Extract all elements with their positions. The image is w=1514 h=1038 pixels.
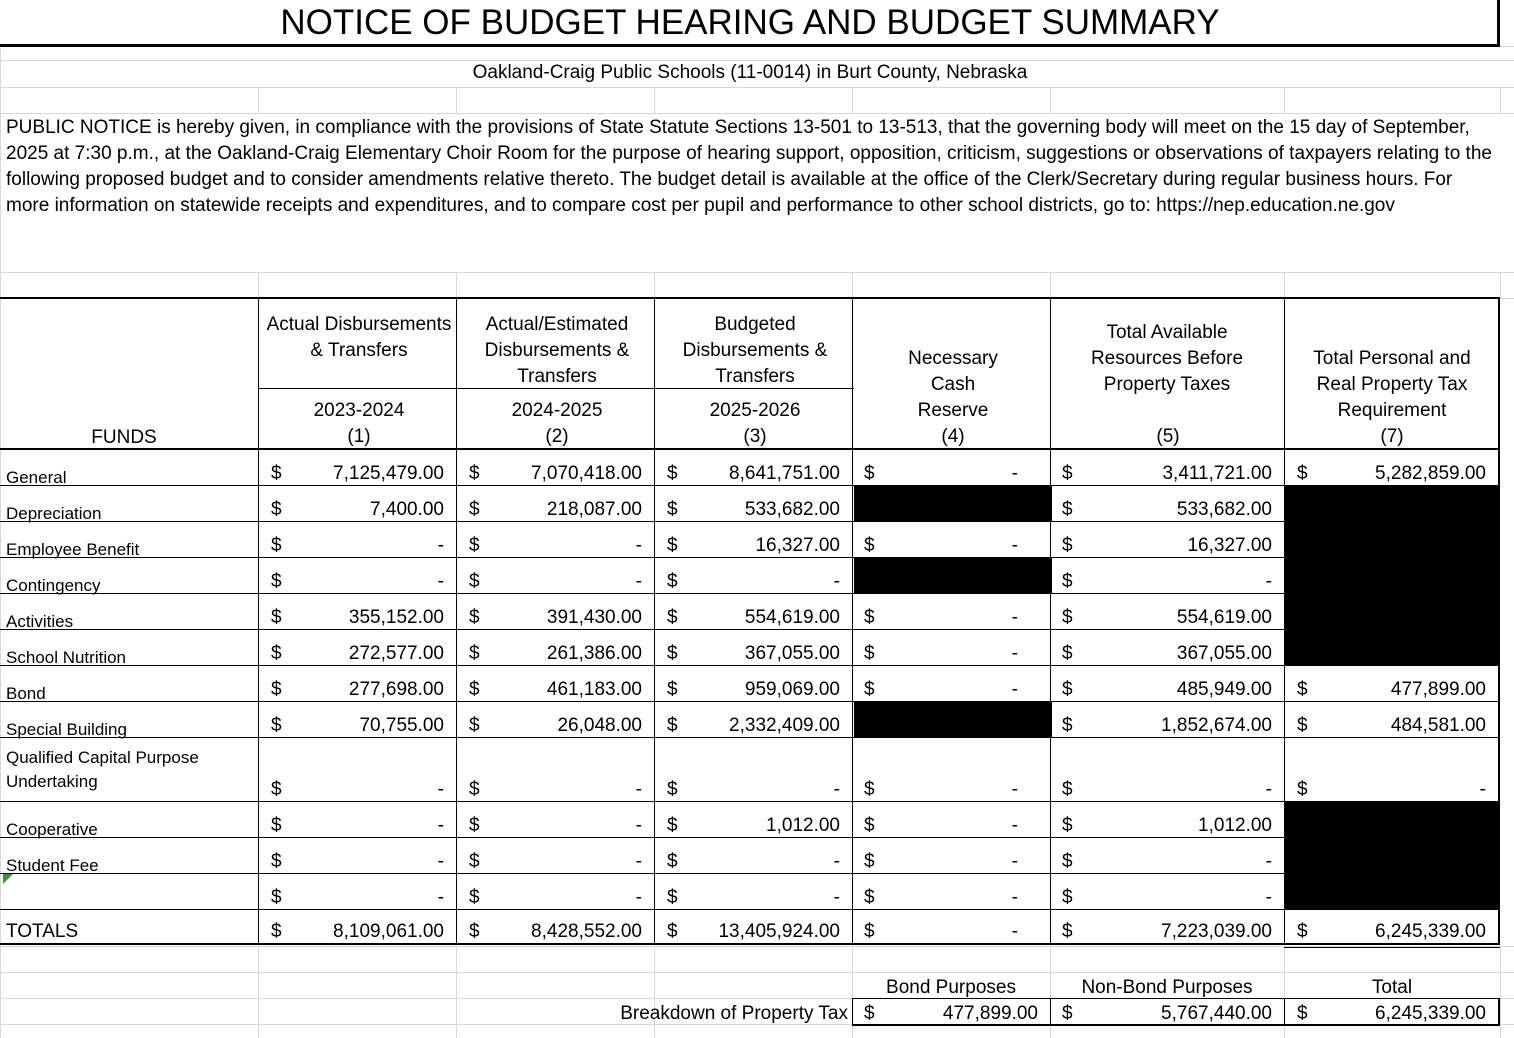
currency-sign: $ <box>271 921 282 942</box>
amount-cell: - <box>1011 815 1018 836</box>
amount-cell: - <box>437 851 444 872</box>
fund-name: Bond <box>6 684 46 703</box>
fund-name: General <box>6 468 67 487</box>
redacted-cell <box>854 486 1052 522</box>
title-underline <box>0 44 1500 47</box>
gridline-v <box>1500 87 1501 113</box>
fund-name: Activities <box>6 612 74 631</box>
currency-sign: $ <box>1297 921 1308 942</box>
total-amount: 6,245,339.00 <box>1375 921 1486 942</box>
amount-cell: - <box>1265 779 1272 800</box>
col7-header-number: (7) <box>1380 426 1404 447</box>
currency-sign: $ <box>864 607 875 628</box>
amount-cell: - <box>1011 779 1018 800</box>
amount-cell: 2,332,409.00 <box>729 715 840 736</box>
currency-sign: $ <box>271 535 282 556</box>
non-bond-purposes-label: Non-Bond Purposes <box>1081 977 1253 998</box>
gridline-v <box>456 272 457 298</box>
totals-label: TOTALS <box>6 921 79 942</box>
amount-cell: - <box>1011 607 1018 628</box>
currency-sign: $ <box>1062 607 1073 628</box>
title-right-border <box>1497 0 1500 47</box>
amount-cell: 5,282,859.00 <box>1375 463 1486 484</box>
amount-cell: 554,619.00 <box>1176 607 1272 628</box>
totals-double-border <box>1284 947 1500 948</box>
fund-name: Cooperative <box>6 820 98 839</box>
currency-sign: $ <box>864 679 875 700</box>
column-border <box>1050 298 1051 945</box>
currency-sign: $ <box>1062 463 1073 484</box>
currency-sign: $ <box>1062 679 1073 700</box>
breakdown-column-border <box>1050 998 1051 1026</box>
currency-sign: $ <box>1062 887 1073 908</box>
col4-header-number: (4) <box>941 426 965 447</box>
gridline-h <box>0 113 1514 114</box>
redacted-cell <box>1284 594 1500 630</box>
col2-header-year: 2024-2025 <box>511 400 603 421</box>
total-amount: - <box>1011 921 1018 942</box>
currency-sign: $ <box>864 887 875 908</box>
gridline-v <box>1500 946 1501 1038</box>
col1-header-number: (1) <box>347 426 371 447</box>
currency-sign: $ <box>469 535 480 556</box>
amount-cell: - <box>635 571 642 592</box>
redacted-cell <box>1284 486 1500 522</box>
currency-sign: $ <box>1062 643 1073 664</box>
currency-sign: $ <box>469 499 480 520</box>
amount-cell: - <box>635 851 642 872</box>
gridline-v <box>456 87 457 113</box>
district-subtitle: Oakland-Craig Public Schools (11-0014) in Burt County, Nebraska <box>472 62 1028 83</box>
amount-cell: - <box>1479 779 1486 800</box>
row-border <box>0 801 1500 802</box>
fund-name: Employee Benefit <box>6 540 140 559</box>
currency-sign: $ <box>469 607 480 628</box>
column-border <box>654 298 655 945</box>
amount-cell: - <box>437 815 444 836</box>
amount-cell: - <box>437 779 444 800</box>
currency-sign: $ <box>667 779 678 800</box>
currency-sign: $ <box>271 679 282 700</box>
column-border <box>258 298 259 945</box>
gridline-h <box>0 972 1514 973</box>
col5-header-title: Total Available Resources Before Property Taxes <box>1090 322 1244 395</box>
currency-sign: $ <box>271 887 282 908</box>
currency-sign: $ <box>1062 1003 1073 1024</box>
currency-sign: $ <box>469 715 480 736</box>
currency-sign: $ <box>667 851 678 872</box>
currency-sign: $ <box>1062 499 1073 520</box>
currency-sign: $ <box>271 851 282 872</box>
amount-cell: 391,430.00 <box>546 607 642 628</box>
currency-sign: $ <box>1297 679 1308 700</box>
gridline-v <box>654 946 655 1038</box>
gridline-h <box>0 87 1514 88</box>
col3-header-number: (3) <box>743 426 767 447</box>
col1-header-title: Actual Disbursements & Transfers <box>266 314 452 361</box>
gridline-v <box>1500 272 1501 298</box>
amount-cell: - <box>833 851 840 872</box>
currency-sign: $ <box>469 679 480 700</box>
amount-cell: 26,048.00 <box>557 715 642 736</box>
col1-header-year: 2023-2024 <box>313 400 405 421</box>
gridline-h <box>0 272 1514 273</box>
currency-sign: $ <box>271 779 282 800</box>
fund-name: Contingency <box>6 576 101 595</box>
currency-sign: $ <box>1062 571 1073 592</box>
header-sub-border <box>258 388 854 389</box>
breakdown-amount: 5,767,440.00 <box>1161 1003 1272 1024</box>
gridline-h <box>0 60 1514 61</box>
gridline-v <box>1050 272 1051 298</box>
currency-sign: $ <box>1297 463 1308 484</box>
document-title: NOTICE OF BUDGET HEARING AND BUDGET SUMMARY <box>280 3 1220 42</box>
col2-header-number: (2) <box>545 426 569 447</box>
currency-sign: $ <box>864 643 875 664</box>
currency-sign: $ <box>667 463 678 484</box>
amount-cell: 554,619.00 <box>744 607 840 628</box>
amount-cell: 477,899.00 <box>1390 679 1486 700</box>
fund-name: School Nutrition <box>6 648 127 667</box>
total-amount: 13,405,924.00 <box>718 921 840 942</box>
currency-sign: $ <box>469 887 480 908</box>
currency-sign: $ <box>1062 851 1073 872</box>
currency-sign: $ <box>469 463 480 484</box>
amount-cell: - <box>437 535 444 556</box>
amount-cell: 7,125,479.00 <box>333 463 444 484</box>
amount-cell: 16,327.00 <box>1187 535 1272 556</box>
total-amount: 7,223,039.00 <box>1161 921 1272 942</box>
amount-cell: - <box>437 571 444 592</box>
col3-header-year: 2025-2026 <box>709 400 801 421</box>
amount-cell: 1,852,674.00 <box>1161 715 1272 736</box>
currency-sign: $ <box>1297 1003 1308 1024</box>
amount-cell: - <box>635 535 642 556</box>
amount-cell: 3,411,721.00 <box>1162 463 1272 484</box>
currency-sign: $ <box>271 571 282 592</box>
currency-sign: $ <box>271 643 282 664</box>
currency-sign: $ <box>864 463 875 484</box>
currency-sign: $ <box>864 779 875 800</box>
breakdown-right-border <box>1498 998 1500 1026</box>
amount-cell: 367,055.00 <box>1176 643 1272 664</box>
amount-cell: 959,069.00 <box>744 679 840 700</box>
col7-header-title: Total Personal and Real Property Tax Requirement <box>1313 348 1471 421</box>
currency-sign: $ <box>1062 921 1073 942</box>
amount-cell: - <box>635 779 642 800</box>
breakdown-amount: 6,245,339.00 <box>1375 1003 1486 1024</box>
amount-cell: 1,012.00 <box>766 815 840 836</box>
currency-sign: $ <box>1297 779 1308 800</box>
currency-sign: $ <box>1062 535 1073 556</box>
col5-header-number: (5) <box>1156 426 1180 447</box>
fund-name: Qualified Capital Purpose Undertaking <box>6 748 199 791</box>
gridline-v <box>852 87 853 113</box>
amount-cell: - <box>437 887 444 908</box>
total-label: Total <box>1371 977 1413 998</box>
amount-cell: 7,070,418.00 <box>531 463 642 484</box>
amount-cell: 461,183.00 <box>546 679 642 700</box>
currency-sign: $ <box>864 1003 875 1024</box>
currency-sign: $ <box>864 921 875 942</box>
currency-sign: $ <box>667 643 678 664</box>
funds-header: FUNDS <box>91 427 157 448</box>
gridline-v <box>1284 272 1285 298</box>
amount-cell: - <box>833 779 840 800</box>
currency-sign: $ <box>1062 715 1073 736</box>
gridline-v <box>852 272 853 298</box>
currency-sign: $ <box>667 679 678 700</box>
amount-cell: 1,012.00 <box>1198 815 1272 836</box>
amount-cell: 277,698.00 <box>348 679 444 700</box>
currency-sign: $ <box>864 815 875 836</box>
amount-cell: - <box>1265 887 1272 908</box>
amount-cell: 485,949.00 <box>1176 679 1272 700</box>
currency-sign: $ <box>667 715 678 736</box>
amount-cell: - <box>635 815 642 836</box>
redacted-cell <box>854 702 1052 738</box>
public-notice-text: PUBLIC NOTICE is hereby given, in compliance with the provisions of State Statute Sections 13-501 to 13-513, that the governing body will meet on the 15 day of September, 2025 at 7:30 p.m., at the Oakland-Craig Elementary Choir Room for the purpose of hearing support, opposition, criticism, suggestions or observations of taxpayers relating to the following proposed budget and to consider amendments relative thereto. The budget detail is available at the office of the Clerk/Secretary during regular business hours. For more information on statewide receipts and expenditures, and to compare cost per pupil and performance to other school districts, go to: https://nep.education.ne.gov <box>6 117 1492 216</box>
amount-cell: - <box>1011 463 1018 484</box>
amount-cell: 355,152.00 <box>348 607 444 628</box>
redacted-cell <box>1284 522 1500 558</box>
currency-sign: $ <box>667 499 678 520</box>
amount-cell: - <box>1011 851 1018 872</box>
amount-cell: 261,386.00 <box>546 643 642 664</box>
amount-cell: - <box>1011 535 1018 556</box>
breakdown-bottom-border <box>852 1024 1500 1026</box>
breakdown-amount: 477,899.00 <box>942 1003 1038 1024</box>
currency-sign: $ <box>271 815 282 836</box>
amount-cell: 8,641,751.00 <box>729 463 840 484</box>
row-border <box>0 909 1500 910</box>
redacted-cell <box>1284 838 1500 874</box>
currency-sign: $ <box>469 779 480 800</box>
totals-bottom-border <box>0 943 1500 945</box>
currency-sign: $ <box>469 571 480 592</box>
amount-cell: - <box>833 571 840 592</box>
amount-cell: 272,577.00 <box>348 643 444 664</box>
redacted-cell <box>1284 558 1500 594</box>
currency-sign: $ <box>667 815 678 836</box>
breakdown-column-border <box>852 998 853 1026</box>
gridline-v <box>258 87 259 113</box>
total-amount: 8,428,552.00 <box>531 921 642 942</box>
amount-cell: - <box>1011 679 1018 700</box>
currency-sign: $ <box>1062 815 1073 836</box>
col2-header-title: Actual/Estimated Disbursements & Transfers <box>484 314 630 387</box>
currency-sign: $ <box>1062 779 1073 800</box>
amount-cell: - <box>1265 571 1272 592</box>
redacted-cell <box>1284 630 1500 666</box>
currency-sign: $ <box>864 851 875 872</box>
redacted-cell <box>1284 802 1500 838</box>
currency-sign: $ <box>469 815 480 836</box>
amount-cell: - <box>833 887 840 908</box>
breakdown-label: Breakdown of Property Tax <box>620 1003 848 1024</box>
amount-cell: - <box>635 887 642 908</box>
amount-cell: 367,055.00 <box>744 643 840 664</box>
currency-sign: $ <box>271 499 282 520</box>
amount-cell: 533,682.00 <box>1176 499 1272 520</box>
currency-sign: $ <box>667 535 678 556</box>
breakdown-column-border <box>1284 998 1285 1026</box>
breakdown-top-border <box>852 998 1500 999</box>
currency-sign: $ <box>667 887 678 908</box>
amount-cell: - <box>1011 643 1018 664</box>
table-top-border <box>0 297 1500 299</box>
currency-sign: $ <box>864 535 875 556</box>
gridline-v <box>654 272 655 298</box>
col4-header-title: Necessary Cash Reserve <box>908 348 998 421</box>
redacted-cell <box>1284 874 1500 910</box>
currency-sign: $ <box>667 607 678 628</box>
fund-name: Student Fee <box>6 856 99 875</box>
gridline-v <box>456 946 457 1038</box>
fund-name: Special Building <box>6 720 127 739</box>
currency-sign: $ <box>667 571 678 592</box>
redacted-cell <box>854 558 1052 594</box>
gridline-v <box>1284 87 1285 113</box>
amount-cell: 16,327.00 <box>755 535 840 556</box>
gridline-v <box>0 46 1 1038</box>
currency-sign: $ <box>469 851 480 872</box>
column-border <box>456 298 457 945</box>
amount-cell: 7,400.00 <box>370 499 444 520</box>
currency-sign: $ <box>271 715 282 736</box>
amount-cell: 484,581.00 <box>1390 715 1486 736</box>
col3-header-title: Budgeted Disbursements & Transfers <box>682 314 828 387</box>
amount-cell: 533,682.00 <box>744 499 840 520</box>
amount-cell: 218,087.00 <box>546 499 642 520</box>
gridline-v <box>1050 87 1051 113</box>
currency-sign: $ <box>667 921 678 942</box>
bond-purposes-label: Bond Purposes <box>886 977 1016 998</box>
currency-sign: $ <box>469 921 480 942</box>
amount-cell: 70,755.00 <box>359 715 444 736</box>
total-amount: 8,109,061.00 <box>333 921 444 942</box>
gridline-v <box>654 87 655 113</box>
header-bottom-border <box>0 448 1500 450</box>
currency-sign: $ <box>469 643 480 664</box>
currency-sign: $ <box>1297 715 1308 736</box>
currency-sign: $ <box>271 607 282 628</box>
gridline-v <box>258 946 259 1038</box>
gridline-v <box>258 272 259 298</box>
fund-name: Depreciation <box>6 504 102 523</box>
amount-cell: - <box>1011 887 1018 908</box>
currency-sign: $ <box>271 463 282 484</box>
amount-cell: - <box>1265 851 1272 872</box>
